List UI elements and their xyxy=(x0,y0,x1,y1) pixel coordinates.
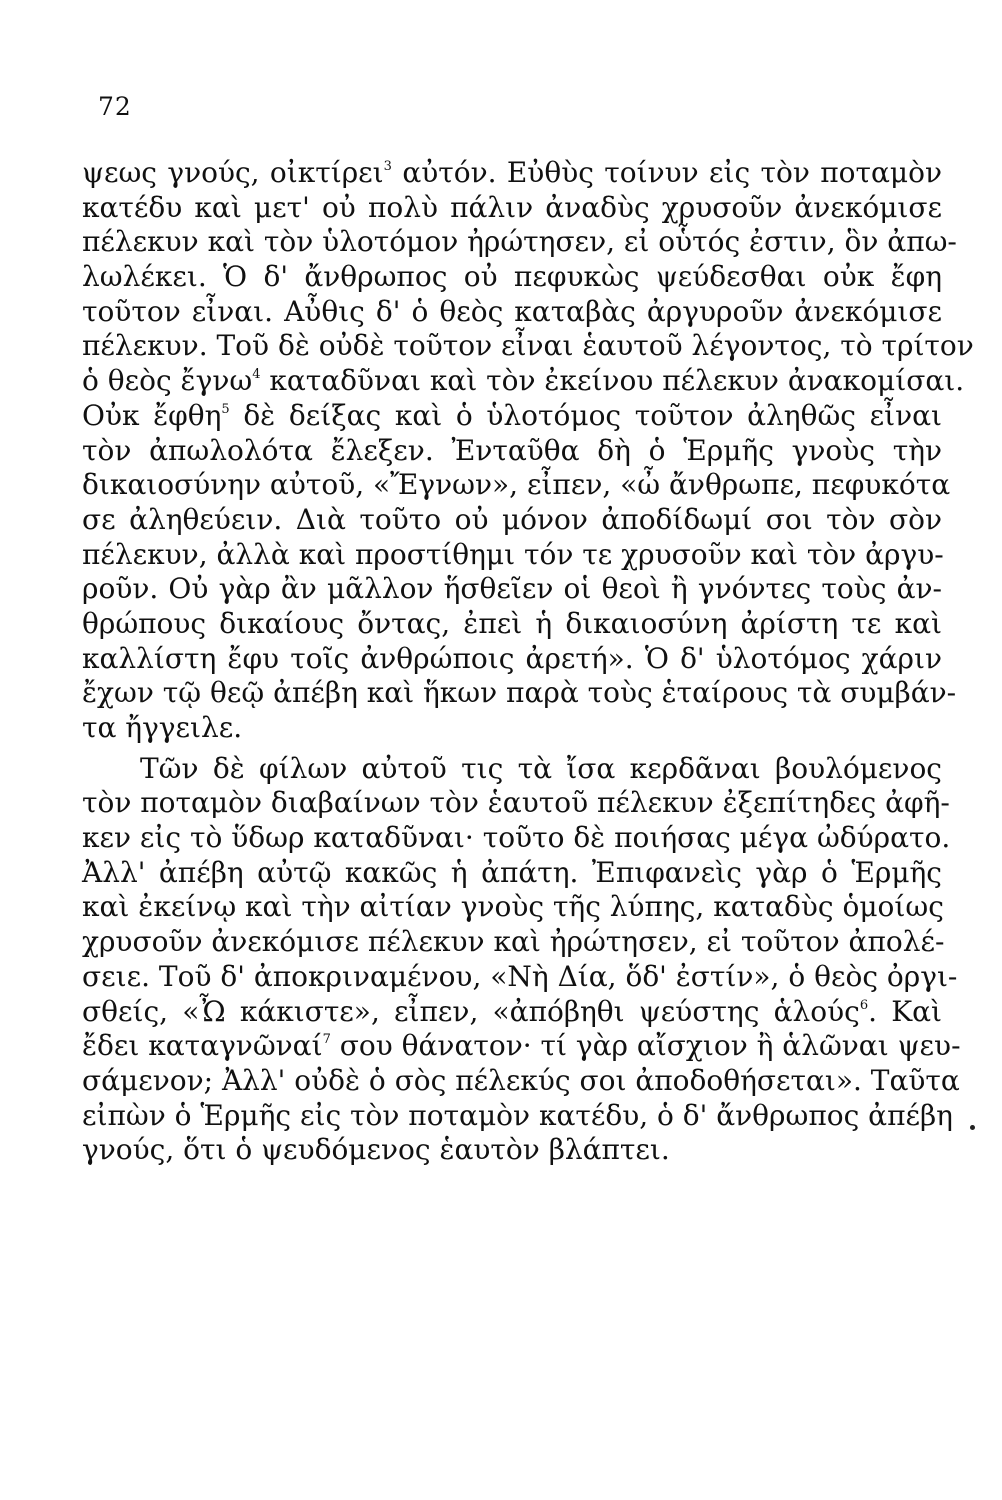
text-run: δικαιοσύνην αὐτοῦ, «Ἔγνων», εἶπεν, «ὦ ἄνθρωπε, πεφυκότα xyxy=(82,468,951,502)
text-run: κεν εἰς τὸ ὕδωρ καταδῦναι· τοῦτο δὲ ποιήσας μέγα ὠδύρατο. xyxy=(82,821,951,855)
text-line xyxy=(82,752,942,787)
footnote-marker: 6 xyxy=(859,997,869,1013)
text-run: κατέδυ καὶ μετ' οὐ πολὺ πάλιν ἀναδὺς χρυσοῦν ἀνεκόμισε xyxy=(82,190,942,224)
text-line xyxy=(82,538,942,573)
text-run: καλλίστη ἔφυ τοῖς ἀνθρώποις ἀρετή». Ὁ δ' ὑλοτόμος χάριν xyxy=(82,641,942,675)
footnote-marker: 5 xyxy=(221,401,230,417)
text-run: αὐτόν. Εὐθὺς τοίνυν εἰς τὸν ποταμὸν xyxy=(391,156,942,189)
text-line xyxy=(82,225,957,260)
text-run: καὶ ἐκείνῳ καὶ τὴν αἰτίαν γνοὺς τῆς λύπης, καταδὺς ὁμοίως xyxy=(82,890,944,924)
text-line xyxy=(82,786,950,821)
print-speck xyxy=(970,1125,975,1130)
text-run: δὲ δείξας καὶ ὁ ὑλοτόμος τοῦτον ἀληθῶς εἶναι xyxy=(229,398,942,432)
footnote-marker: 3 xyxy=(383,159,392,174)
text-run: θρώπους δικαίους ὄντας, ἐπεὶ ἡ δικαιοσύνη ἀρίστη τε καὶ xyxy=(82,606,942,640)
text-run: ψεως γνούς, οἰκτίρει xyxy=(82,156,384,189)
text-run: Τῶν δὲ φίλων αὐτοῦ τις τὰ ἴσα κερδᾶναι βουλόμενος xyxy=(140,751,942,785)
text-run: καταδῦναι καὶ τὸν ἐκείνου πέλεκυν ἀνακομίσαι. xyxy=(260,364,965,398)
text-line xyxy=(82,1133,942,1168)
text-line xyxy=(82,468,951,503)
text-line xyxy=(82,295,942,330)
paragraph xyxy=(82,751,961,1168)
text-run: ἔχων τῷ θεῷ ἀπέβη καὶ ἥκων παρὰ τοὺς ἑταίρους τὰ συμβάν- xyxy=(82,676,957,710)
text-run: ροῦν. Οὐ γὰρ ἂν μᾶλλον ἥσθεῖεν οἱ θεοὶ ἢ γνόντες τοὺς ἀν- xyxy=(82,572,942,606)
text-line xyxy=(82,156,942,191)
text-run: πέλεκυν καὶ τὸν ὑλοτόμον ἠρώτησεν, εἰ οὗτός ἐστιν, ὃν ἀπω- xyxy=(82,225,957,259)
text-line xyxy=(82,925,945,960)
text-run: τὸν ἀπωλολότα ἔλεξεν. Ἐνταῦθα δὴ ὁ Ἑρμῆς γνοὺς τὴν xyxy=(82,433,942,467)
text-run: πέλεκυν, ἀλλὰ καὶ προστίθημι τόν τε χρυσοῦν καὶ τὸν ἀργυ- xyxy=(82,537,944,571)
text-line xyxy=(82,434,942,469)
footnote-marker: 7 xyxy=(322,1032,331,1048)
text-run: λωλέκει. Ὁ δ' ἄνθρωπος οὐ πεφυκὼς ψεύδεσθαι οὐκ ἔφη xyxy=(82,260,942,294)
text-line xyxy=(82,191,942,226)
text-line xyxy=(82,1098,953,1134)
text-run: ὁ θεὸς ἔγνω xyxy=(82,364,253,398)
text-line xyxy=(82,329,974,364)
text-line xyxy=(82,572,942,607)
text-line xyxy=(82,959,958,995)
text-line xyxy=(82,607,942,642)
text-line xyxy=(82,1063,960,1099)
text-run: χρυσοῦν ἀνεκόμισε πέλεκυν καὶ ἠρώτησεν, εἰ τοῦτον ἀπολέ- xyxy=(82,925,945,959)
text-line xyxy=(82,890,942,925)
paragraph xyxy=(82,156,974,746)
footnote-marker: 4 xyxy=(252,367,261,383)
text-run: τοῦτον εἶναι. Αὖθις δ' ὁ θεὸς καταβὰς ἀργυροῦν ἀνεκόμισε xyxy=(82,294,942,328)
text-line xyxy=(82,260,942,295)
main-text xyxy=(82,156,974,1168)
text-run: σθείς, «Ὦ κάκιστε», εἶπεν, «ἀπόβηθι ψεύστης ἁλούς xyxy=(82,994,860,1028)
text-run: σου θάνατον· τί γὰρ αἴσχιον ἢ ἁλῶναι ψευ- xyxy=(330,1029,961,1063)
text-line xyxy=(82,364,965,399)
text-line xyxy=(82,503,942,538)
text-run: τὸν ποταμὸν διαβαίνων τὸν ἑαυτοῦ πέλεκυν ἐξεπίτηδες ἀφῆ- xyxy=(82,786,950,820)
text-run: ἔδει καταγνῶναί xyxy=(82,1029,323,1063)
text-line xyxy=(82,1029,961,1064)
text-run: πέλεκυν. Τοῦ δὲ οὐδὲ τοῦτον εἶναι ἑαυτοῦ λέγοντος, τὸ τρίτον xyxy=(82,329,974,363)
text-line xyxy=(82,821,951,856)
text-line xyxy=(82,711,942,746)
text-line xyxy=(82,676,957,711)
text-run: γνούς, ὅτι ὁ ψευδόμενος ἑαυτὸν βλάπτει. xyxy=(82,1133,670,1167)
text-line xyxy=(82,995,942,1030)
text-run: . Καὶ xyxy=(868,994,942,1028)
text-run: εἰπὼν ὁ Ἑρμῆς εἰς τὸν ποταμὸν κατέδυ, ὁ δ' ἄνθρωπος ἀπέβη xyxy=(82,1098,953,1132)
text-run: σε ἀληθεύειν. Διὰ τοῦτο οὐ μόνον ἀποδίδωμί σοι τὸν σὸν xyxy=(82,502,942,536)
text-run: σειε. Τοῦ δ' ἀποκριναμένου, «Νὴ Δία, ὅδ' ἐστίν», ὁ θεὸς ὀργι- xyxy=(82,959,958,993)
text-run: Οὐκ ἔφθη xyxy=(82,398,222,432)
text-run: τα ἤγγειλε. xyxy=(82,711,243,744)
page-number: 72 xyxy=(98,92,132,121)
text-line xyxy=(82,399,942,434)
text-run: σάμενον; Ἀλλ' οὐδὲ ὁ σὸς πέλεκύς σοι ἀποδοθήσεται». Ταῦτα xyxy=(82,1063,960,1097)
text-line xyxy=(82,642,942,677)
text-line xyxy=(82,856,942,891)
text-run: Ἀλλ' ἀπέβη αὐτῷ κακῶς ἡ ἀπάτη. Ἐπιφανεὶς γὰρ ὁ Ἑρμῆς xyxy=(82,855,942,889)
